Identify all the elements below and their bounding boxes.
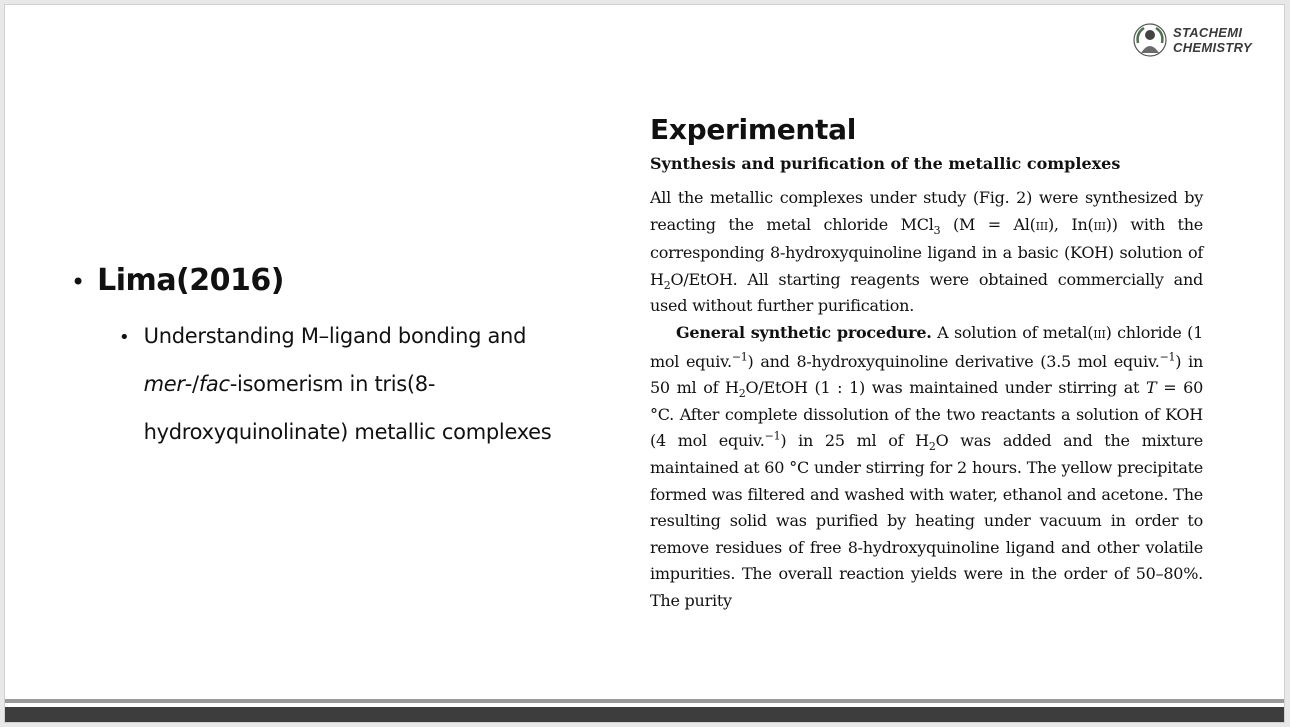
sub-text-1: Understanding M–ligand bonding and: [143, 324, 527, 348]
logo-line-1: STACHEMI: [1173, 25, 1243, 40]
paragraph-1: All the metallic complexes under study (Fig. 2) were synthesized by reacting the metal chloride MCl$_3$ (M = Al(III), In(III)) with the corresponding 8-hydroxyquinoline ligand in a basic (KOH) solution of $H_2O$/EtOH. All starting reagents were obtained commercially and used without further purification.: [650, 188, 1204, 316]
bullet-title: Lima(2016): [97, 263, 284, 298]
bullet-item-main: [71, 263, 631, 298]
bullet-dot-icon: •: [71, 268, 86, 296]
footer-bar-dark: [5, 707, 1285, 723]
bullet-item-sub: [119, 312, 631, 456]
bullet-dot-icon: •: [119, 327, 130, 348]
bullet-subtext: [144, 312, 614, 456]
footer-bar-light: [5, 699, 1285, 703]
section-heading: Experimental: [650, 113, 857, 146]
logo-text: [1173, 25, 1252, 55]
sub-text-mer: mer: [143, 372, 185, 396]
logo: [1133, 23, 1252, 57]
slide: [4, 4, 1285, 723]
section-subheading: Synthesis and purification of the metallic complexes: [650, 154, 1121, 173]
logo-line-2: CHEMISTRY: [1173, 40, 1253, 55]
bullet-list: [71, 263, 631, 456]
paragraph-2: General synthetic procedure. A solution of metal(III) chloride (1 mol equiv.$^{-1}$) and 8-hydroxyquinoline derivative (3.5 mol equiv.$^{-1}$) in 50 ml of $H_2O$/EtOH (1 : 1) was maintained under stirring at T = 60 °C. After complete dissolution of the two reactants a solution of KOH (4 mol equiv.$^{-1}$) in 25 ml of $H_2O$ was added and the mixture maintained at 60 °C under stirring for 2 hours. The yellow precipitate formed was filtered and washed with water, ethanol and acetone. The resulting solid was purified by heating under vacuum in order to remove residues of free 8-hydroxyquinoline ligand and other volatile impurities. The overall reaction yields were in the order of 50–80%. The purity: [650, 322, 1204, 610]
logo-icon: [1133, 23, 1167, 57]
sub-text-fac: fac: [198, 372, 230, 396]
paper-excerpt: [650, 113, 1203, 615]
sub-text-3: -isomerism in tris(8-hydroxyquinolinate) metallic complexes: [143, 372, 552, 444]
sub-text-2: -/: [184, 372, 199, 396]
